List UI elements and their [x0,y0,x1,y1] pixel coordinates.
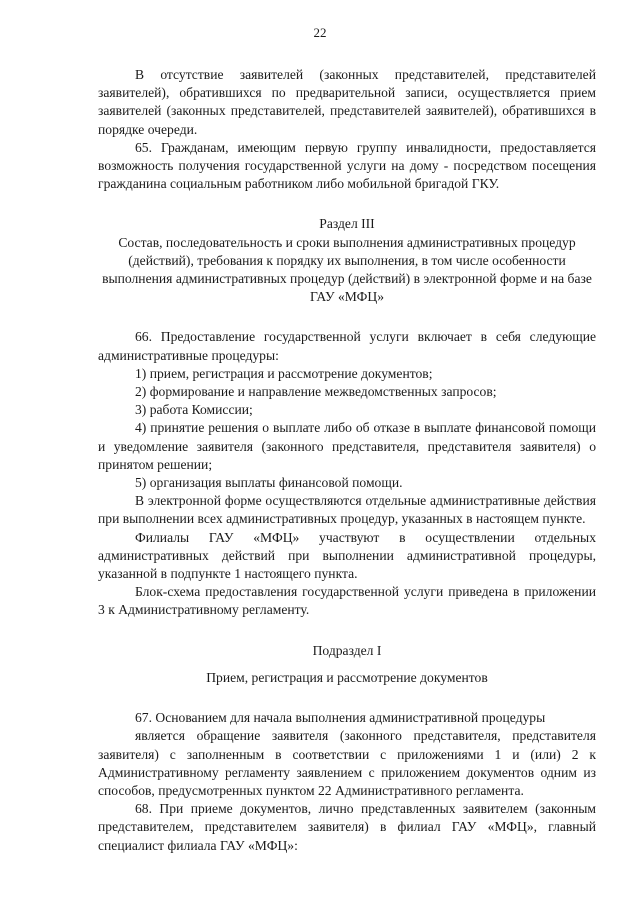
document-body [98,66,596,855]
paragraph-67-start: 67. Основанием для начала выполнения административной процедуры [135,710,546,726]
paragraph-flowchart: Блок-схема предоставления государственной услуги приведена в приложении 3 к Административному регламенту. [98,584,596,618]
paragraph-67-cont: является обращение заявителя (законного представителя, представителя заявителя) с заполненным в соответствии с приложениями 1 и (или) 2 к Административному регламенту заявлением с приложением документов одним из способов, предусмотренных пунктом 22 Административного регламента. [98,728,596,798]
spacer [98,660,596,669]
paragraph-66: 66. Предоставление государственной услуги включает в себя следующие административные процедуры: [98,329,596,363]
list-item-2: 2) формирование и направление межведомственных запросов; [135,384,497,400]
spacer [98,306,596,328]
list-item-4: 4) принятие решения о выплате либо об отказе в выплате финансовой помощи и уведомление заявителя (законного представителя, представителя заявителя) о принятом решении; [98,420,596,472]
paragraph-electronic-form: В электронной форме осуществляются отдельные административные действия при выполнении всех административных процедур, указанных в настоящем пункте. [98,493,596,527]
paragraph-no-visitors: В отсутствие заявителей (законных представителей, представителей заявителей), обратившихся по предварительной записи, осуществляется прием заявителей (законных представителей, представителей заявителей), обратившихся в порядке очереди. [98,67,596,137]
subsection-title: Подраздел I [312,642,382,658]
paragraph-65: 65. Гражданам, имеющим первую группу инвалидности, предоставляется возможность получения государственной услуги на дому - посредством посещения гражданина социальным работником либо мобильной бригадой ГКУ. [98,139,596,192]
list-item-1: 1) прием, регистрация и рассмотрение документов; [135,365,433,381]
page-number: 22 [313,25,327,40]
subsection-subtitle: Прием, регистрация и рассмотрение документов [206,669,488,685]
spacer [98,193,596,215]
list-item-3: 3) работа Комиссии; [135,402,253,418]
list-item-5: 5) организация выплаты финансовой помощи. [135,475,403,491]
paragraph-branches: Филиалы ГАУ «МФЦ» участвуют в осуществлении отдельных административных действий при выполнении административной процедуры, указанной в подпункте 1 настоящего пункта. [98,529,596,582]
spacer [98,620,596,642]
spacer [98,687,596,709]
section-subtitle: Состав, последовательность и сроки выполнения административных процедур (действий), требования к порядку их выполнения, в том числе особенности выполнения административных процедур (действий) в электронной форме и на базе ГАУ «МФЦ» [102,234,592,305]
section-title: Раздел III [319,216,375,232]
paragraph-68: 68. При приеме документов, лично представленных заявителем (законным представителем, представителем заявителя) в филиал ГАУ «МФЦ», главный специалист филиала ГАУ «МФЦ»: [98,801,596,853]
